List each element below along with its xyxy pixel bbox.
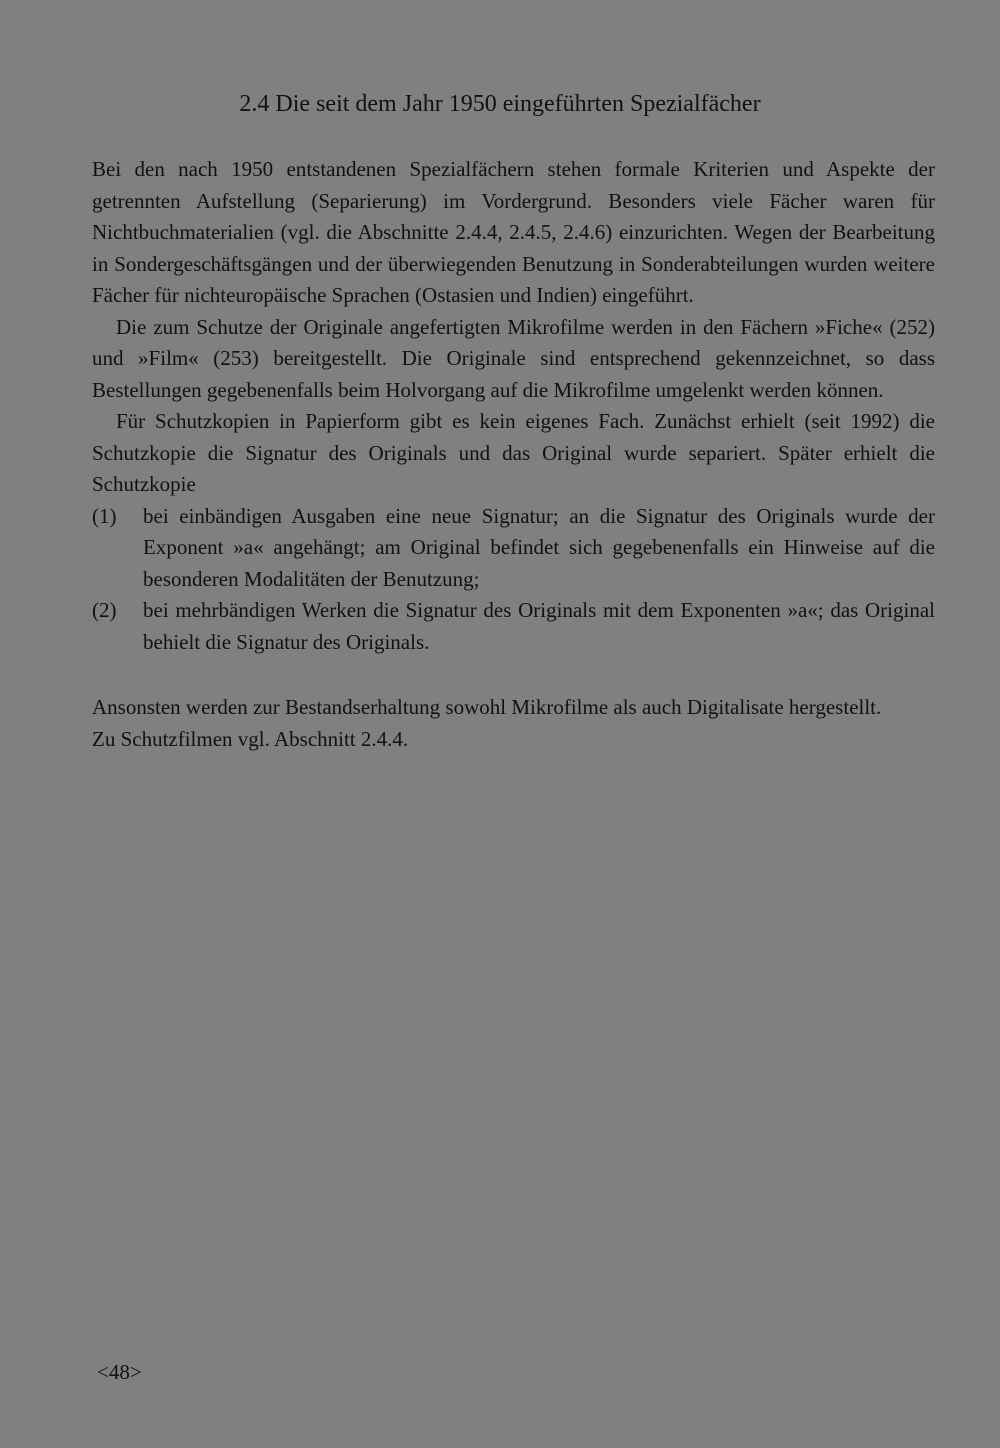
page-number: <48> <box>97 1360 142 1384</box>
section-title: 2.4 Die seit dem Jahr 1950 eingeführten Spezialfächer <box>239 91 761 117</box>
paragraph-protective-copies: Für Schutzkopien in Papierform gibt es kein eigenes Fach. Zunächst erhielt (seit 1992) die Schutzkopie die Signatur des Originals und das Original wurde separiert. Später erhielt die Schutzkopie <box>92 409 935 496</box>
paragraph-intro: Bei den nach 1950 entstandenen Spezialfächern stehen formale Kriterien und Aspekte der getrennten Aufstellung (Separierung) im Vordergrund. Besonders viele Fächer waren für Nichtbuchmaterialien (vgl. die Abschnitte 2.4.4, 2.4.5, 2.4.6) einzurichten. Wegen der Bearbeitung in Sondergeschäftsgängen und der überwiegenden Benutzung in Sonderabteilungen wurden weitere Fächer für nichteuropäische Sprachen (Ostasien und Indien) eingeführt. <box>92 157 935 307</box>
list-marker: (1) <box>92 503 117 528</box>
list-item <box>92 501 935 596</box>
closing-line: Zu Schutzfilmen vgl. Abschnitt 2.4.4. <box>92 726 409 751</box>
list-marker: (2) <box>92 598 117 622</box>
list-item <box>92 595 935 658</box>
list-item-text: bei einbändigen Ausgaben eine neue Signatur; an die Signatur des Originals wurde der Exponent »a« angehängt; am Original befindet sich gegebenenfalls ein Hinweise auf die besonderen Modalitäten der Benutzung; <box>143 503 935 591</box>
list-item-text: bei mehrbändigen Werken die Signatur des Originals mit dem Exponenten »a«; das Original behielt die Signatur des Originals. <box>143 598 935 654</box>
body-text <box>92 154 935 658</box>
paragraph-microfilm: Die zum Schutze der Originale angefertigten Mikrofilme werden in den Fächern »Fiche« (252) und »Film« (253) bereitgestellt. Die Originale sind entsprechend gekennzeichnet, so dass Bestellungen gegebenenfalls beim Holvorgang auf die Mikrofilme umgelenkt werden können. <box>92 314 935 402</box>
numbered-list <box>92 501 935 659</box>
closing-text <box>92 692 942 755</box>
closing-line: Ansonsten werden zur Bestandserhaltung sowohl Mikrofilme als auch Digitalisate hergestellt. <box>92 695 882 719</box>
